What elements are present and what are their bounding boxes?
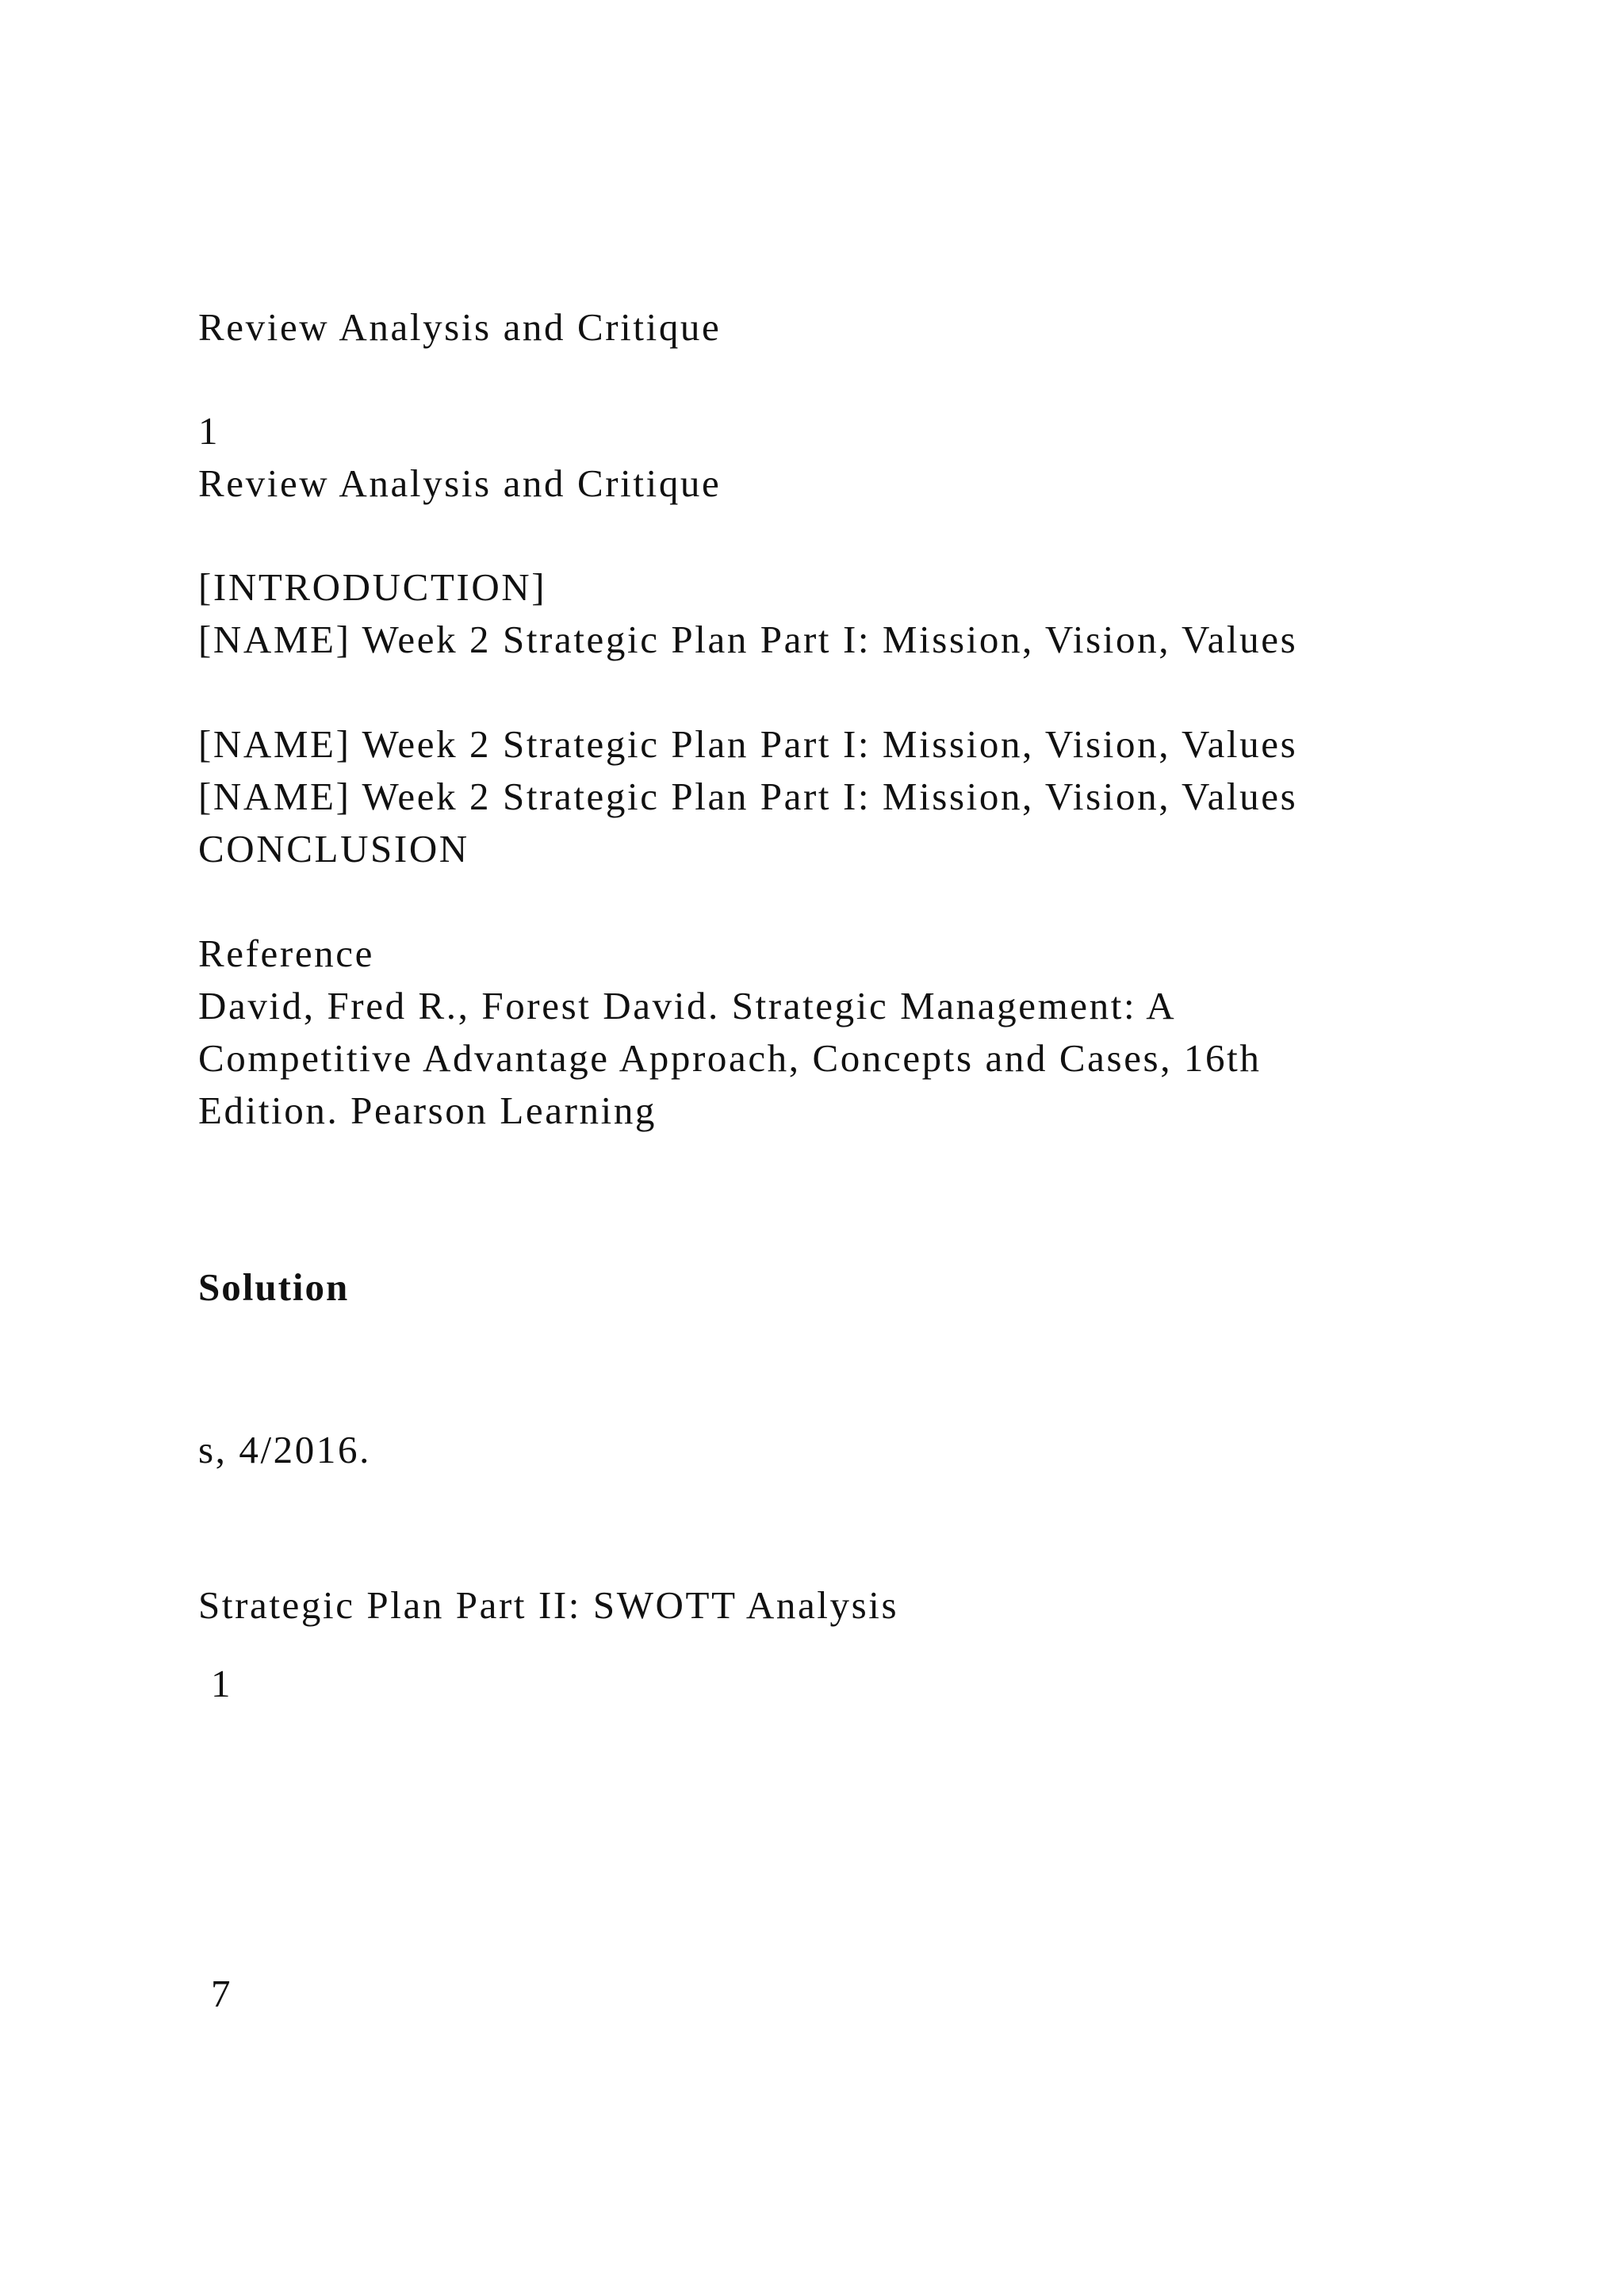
reference-heading: Reference <box>198 932 374 975</box>
document-title: Review Analysis and Critique <box>198 461 722 505</box>
reference-line-3: Edition. Pearson Learning <box>198 1089 657 1132</box>
introduction-placeholder: [INTRODUCTION] <box>198 565 547 609</box>
footer-number-2: 7 <box>211 1972 233 2015</box>
conclusion-placeholder: CONCLUSION <box>198 827 469 871</box>
solution-fragment: s, 4/2016. <box>198 1428 371 1471</box>
mission-line-1: [NAME] Week 2 Strategic Plan Part I: Mission, Vision, Values <box>198 618 1298 661</box>
strategic-plan-title: Strategic Plan Part II: SWOTT Analysis <box>198 1583 899 1627</box>
reference-line-1: David, Fred R., Forest David. Strategic Management: A <box>198 984 1177 1027</box>
mission-line-3: [NAME] Week 2 Strategic Plan Part I: Mission, Vision, Values <box>198 775 1298 818</box>
reference-line-2: Competitive Advantage Approach, Concepts and Cases, 16th <box>198 1036 1262 1080</box>
page-number: 1 <box>198 409 220 453</box>
footer-number-1: 1 <box>211 1662 233 1705</box>
header-title: Review Analysis and Critique <box>198 305 722 349</box>
mission-line-2: [NAME] Week 2 Strategic Plan Part I: Mission, Vision, Values <box>198 722 1298 766</box>
solution-heading: Solution <box>198 1265 350 1309</box>
